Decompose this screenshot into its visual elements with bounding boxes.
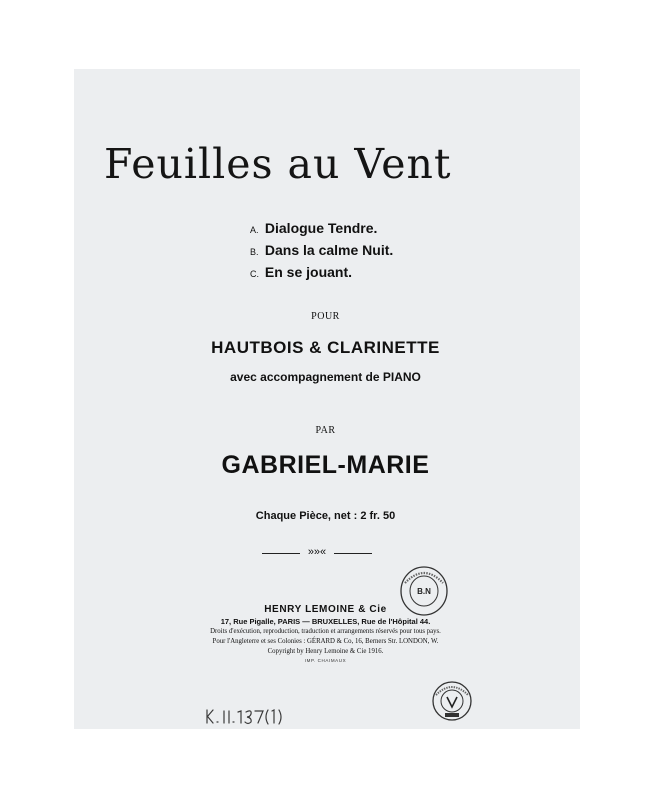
piece-name: Dans la calme Nuit. xyxy=(264,242,394,258)
instrumentation: HAUTBOIS & CLARINETTE xyxy=(211,338,440,357)
divider-ornament: »»« xyxy=(300,546,334,559)
piece-name: Dialogue Tendre. xyxy=(264,220,378,236)
pour-label: POUR xyxy=(311,311,340,322)
stamp-bn-label: B.N xyxy=(417,587,431,596)
piece-letter: C. xyxy=(250,269,259,279)
pieces-list xyxy=(250,218,393,284)
handwritten-shelfmark xyxy=(204,708,294,726)
piece-letter: A. xyxy=(250,225,259,235)
piece-letter: B. xyxy=(250,247,259,257)
copyright-notice: Copyright by Henry Lemoine & Cie 1916. xyxy=(267,648,384,655)
composer-name: GABRIEL-MARIE xyxy=(221,451,430,479)
library-stamp-icon xyxy=(399,565,449,617)
accompaniment-line: avec accompagnement de PIANO xyxy=(230,370,421,384)
imprint-line: IMP. CHAIMAUX xyxy=(304,658,347,663)
piece-item xyxy=(250,218,393,240)
piece-name: En se jouant. xyxy=(264,264,353,280)
publisher-name: HENRY LEMOINE & Cie xyxy=(264,604,387,615)
publisher-address: 17, Rue Pigalle, PARIS — BRUXELLES, Rue de l'Hôpital 44. xyxy=(220,617,431,626)
colonies-notice: Pour l'Angleterre et ses Colonies : GÉRARD & Co, 16, Berners Str. LONDON, W. xyxy=(212,638,439,645)
rights-notice: Droits d'exécution, reproduction, traduction et arrangements réservés pour tous pays. xyxy=(210,628,441,635)
price-line: Chaque Pièce, net : 2 fr. 50 xyxy=(255,510,396,522)
publisher-stamp-icon xyxy=(431,680,473,722)
par-label: PAR xyxy=(315,425,336,436)
piece-item xyxy=(250,262,393,284)
piece-item xyxy=(250,240,393,262)
score-title: Feuilles au Vent xyxy=(104,140,452,188)
